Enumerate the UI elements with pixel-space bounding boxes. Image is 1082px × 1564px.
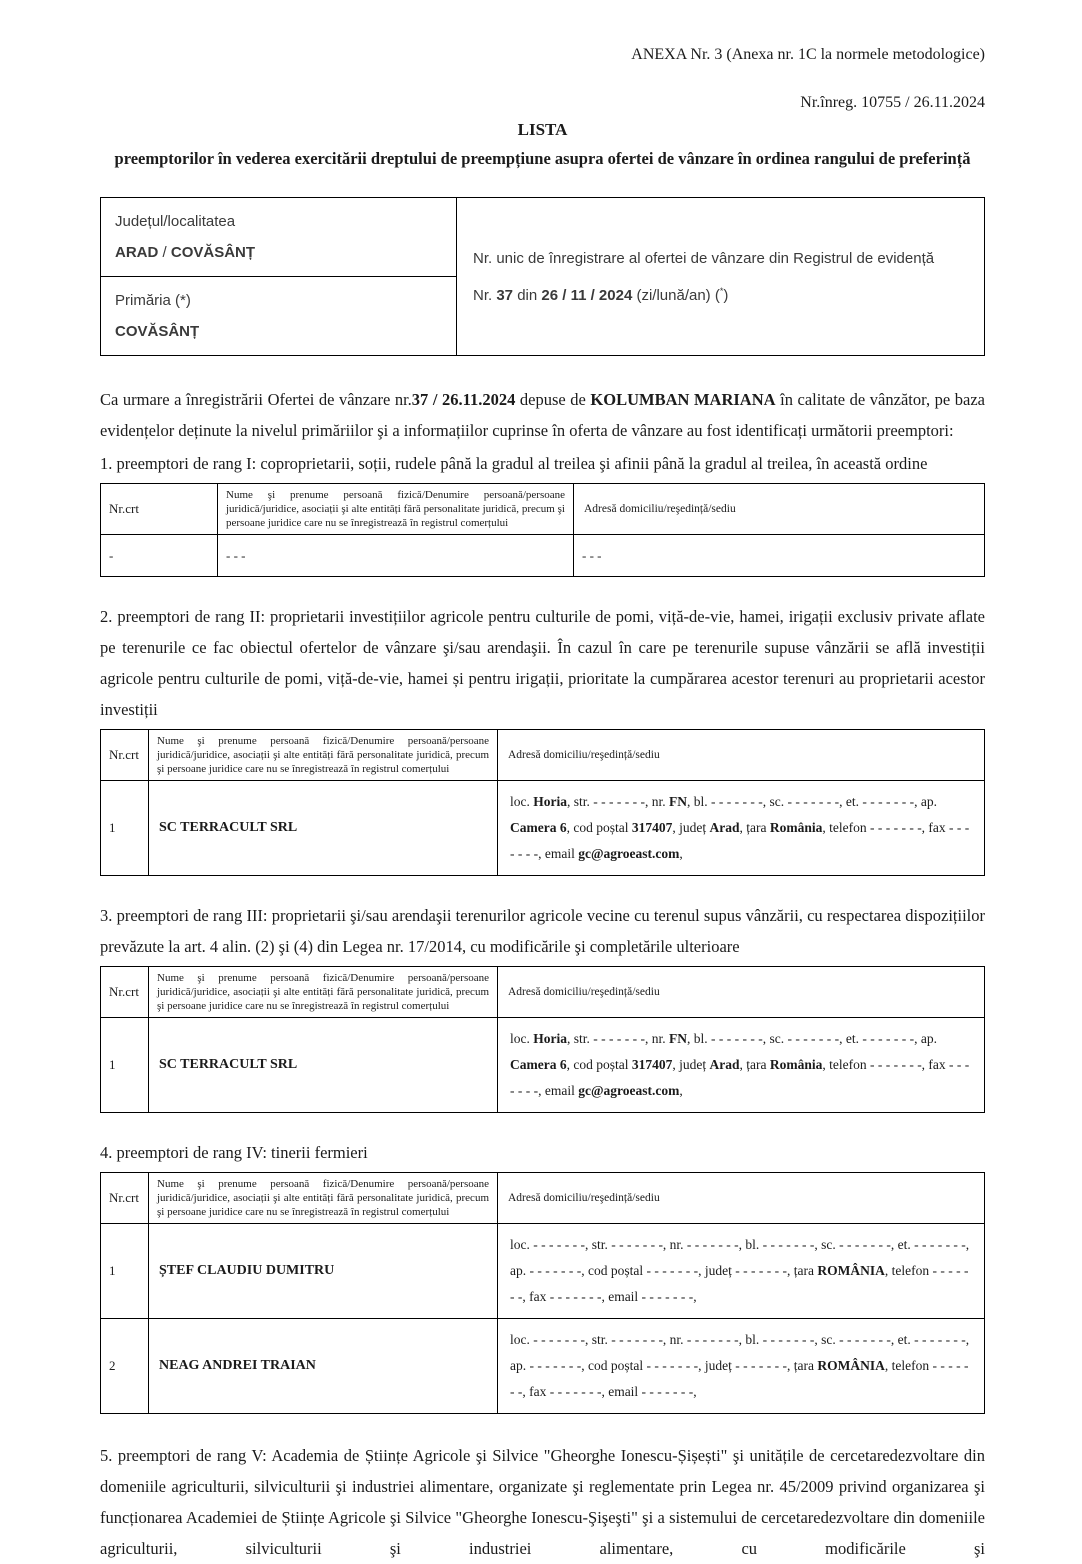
unique-registration-label: Nr. unic de înregistrare al ofertei de vânzare din Registrul de evidență xyxy=(473,249,935,267)
county-value: ARAD / COVĂSÂNȚ xyxy=(115,244,256,261)
document-title: LISTA xyxy=(517,120,568,139)
intro-paragraph: Ca urmare a înregistrării Ofertei de vânzare nr.37 / 26.11.2024 depuse de KOLUMBAN MARIANA în calitate de vânzător, pe baza evidențelor deținute la nivelul primăriilor şi a informațiilor cuprinse în oferta de vânzare au fost identificați următorii preemptori: xyxy=(100,390,985,440)
column-header-name: Nume şi prenume persoană fizică/Denumire persoană/persoane juridică/juridice, asociații şi alte entități fără personalitate juridică, precum şi persoane juridice care nu se înregistrează în registrul comerțului xyxy=(149,1173,498,1224)
rank3-table xyxy=(100,966,985,1113)
column-header-address: Adresă domiciliu/reşedință/sediu xyxy=(498,1173,985,1224)
rank4-table xyxy=(100,1172,985,1414)
primaria-value: COVĂSÂNȚ xyxy=(115,323,200,340)
cell-address: loc. Horia, str. - - - - - - -, nr. FN, bl. - - - - - - -, sc. - - - - - - -, et. - - - - - - -, ap. Camera 6, cod poștal 317407, județ Arad, țara România, telefon - - - - - - -, fax - - - - - - -, email gc@agroeast.com, xyxy=(498,781,985,876)
county-cell xyxy=(101,198,457,277)
column-header-address: Adresă domiciliu/reşedință/sediu xyxy=(498,967,985,1018)
cell-nr: 2 xyxy=(101,1319,149,1414)
column-header-nr: Nr.crt xyxy=(101,1173,149,1224)
cell-address: loc. - - - - - - -, str. - - - - - - -, nr. - - - - - - -, bl. - - - - - - -, sc. - - - - - - -, et. - - - - - - -, ap. - - - - - - -, cod poștal - - - - - - -, județ - - - - - - -, țara ROMÂNIA, telefon - - - - - - -, fax - - - - - - -, email - - - - - - -, xyxy=(498,1319,985,1414)
cell-name: NEAG ANDREI TRAIAN xyxy=(149,1319,498,1414)
column-header-nr: Nr.crt xyxy=(101,730,149,781)
rank5-paragraph: 5. preemptori de rang V: Academia de Științe Agricole şi Silvice "Gheorghe Ionescu-Șișești" şi unitățile de cercetaredezvoltare din domeniile agriculturii, silviculturii şi industriei alimentare, organizate şi reglementate prin Legea nr. 45/2009 privind organizarea şi funcționarea Academiei de Științe Agricole şi Silvice "Gheorghe Ionescu-Şişeşti" şi a sistemului de cercetaredezvoltare din domeniile agriculturii, silviculturii şi industriei alimentare, cu modificările şi xyxy=(100,1446,985,1558)
column-header-address: Adresă domiciliu/reşedință/sediu xyxy=(574,484,985,535)
column-header-name: Nume şi prenume persoană fizică/Denumire persoană/persoane juridică/juridice, asociații şi alte entități fără personalitate juridică, precum şi persoane juridice care nu se înregistrează în registrul comerțului xyxy=(149,967,498,1018)
primaria-label: Primăria (*) xyxy=(115,292,191,309)
rank1-table xyxy=(100,483,985,577)
cell-address: loc. - - - - - - -, str. - - - - - - -, nr. - - - - - - -, bl. - - - - - - -, sc. - - - - - - -, et. - - - - - - -, ap. - - - - - - -, cod poștal - - - - - - -, județ - - - - - - -, țara ROMÂNIA, telefon - - - - - - -, fax - - - - - - -, email - - - - - - -, xyxy=(498,1224,985,1319)
table-row xyxy=(101,535,985,577)
unique-registration-cell xyxy=(457,198,985,356)
rank2-heading: 2. preemptori de rang II: proprietarii investițiilor agricole pentru culturile de pomi, viță-de-vie, hamei, irigații exclusiv private aflate pe terenurile ce fac obiectul ofertelor de vânzare şi/sau arendaşii. În cazul în care pe terenurile supuse vânzării se află investiții agricole pentru culturile de pomi, viță-de-vie, hamei și pentru irigații, prioritate la cumpărarea acestor terenuri au proprietarii acestor investiții xyxy=(100,607,985,719)
registration-number-line: Nr.înreg. 10755 / 26.11.2024 xyxy=(800,94,985,111)
cell-nr: - xyxy=(101,535,218,577)
column-header-name: Nume şi prenume persoană fizică/Denumire persoană/persoane juridică/juridice, asociații şi alte entități fără personalitate juridică, precum şi persoane juridice care nu se înregistrează în registrul comerțului xyxy=(149,730,498,781)
column-header-nr: Nr.crt xyxy=(101,484,218,535)
rank4-heading: 4. preemptori de rang IV: tinerii fermieri xyxy=(100,1143,368,1162)
county-label: Județul/localitatea xyxy=(115,213,236,230)
cell-nr: 1 xyxy=(101,781,149,876)
cell-name: SC TERRACULT SRL xyxy=(149,1018,498,1113)
rank3-heading: 3. preemptori de rang III: proprietarii şi/sau arendaşii terenurilor agricole vecine cu terenul supus vânzării, cu respectarea dispozițiilor prevăzute la art. 4 alin. (2) şi (4) din Legea nr. 17/2014, cu modificările şi completările ulterioare xyxy=(100,906,985,956)
table-row xyxy=(101,1018,985,1113)
cell-address: loc. Horia, str. - - - - - - -, nr. FN, bl. - - - - - - -, sc. - - - - - - -, et. - - - - - - -, ap. Camera 6, cod poștal 317407, județ Arad, țara România, telefon - - - - - - -, fax - - - - - - -, email gc@agroeast.com, xyxy=(498,1018,985,1113)
table-row xyxy=(101,781,985,876)
annex-reference: ANEXA Nr. 3 (Anexa nr. 1C la normele metodologice) xyxy=(631,46,985,63)
column-header-address: Adresă domiciliu/reşedință/sediu xyxy=(498,730,985,781)
table-row xyxy=(101,1224,985,1319)
table-row xyxy=(101,1319,985,1414)
cell-name: - - - xyxy=(218,535,574,577)
cell-nr: 1 xyxy=(101,1224,149,1319)
registration-info-table xyxy=(100,197,985,356)
cell-nr: 1 xyxy=(101,1018,149,1113)
cell-address: - - - xyxy=(574,535,985,577)
cell-name: SC TERRACULT SRL xyxy=(149,781,498,876)
registration-value: Nr. 37 din 26 / 11 / 2024 (zi/lună/an) (*) xyxy=(473,285,729,304)
primaria-cell xyxy=(101,277,457,356)
cell-name: ȘTEF CLAUDIU DUMITRU xyxy=(149,1224,498,1319)
rank1-heading: 1. preemptori de rang I: coproprietarii, soții, rudele până la gradul al treilea şi afinii până la gradul al treilea, în această ordine xyxy=(100,454,928,473)
column-header-nr: Nr.crt xyxy=(101,967,149,1018)
column-header-name: Nume şi prenume persoană fizică/Denumire persoană/persoane juridică/juridice, asociații şi alte entități fără personalitate juridică, precum şi persoane juridice care nu se înregistrează în registrul comerțului xyxy=(218,484,574,535)
document-subtitle: preemptorilor în vederea exercitării dreptului de preempțiune asupra ofertei de vânzare în ordinea rangului de preferință xyxy=(114,149,971,168)
rank2-table xyxy=(100,729,985,876)
